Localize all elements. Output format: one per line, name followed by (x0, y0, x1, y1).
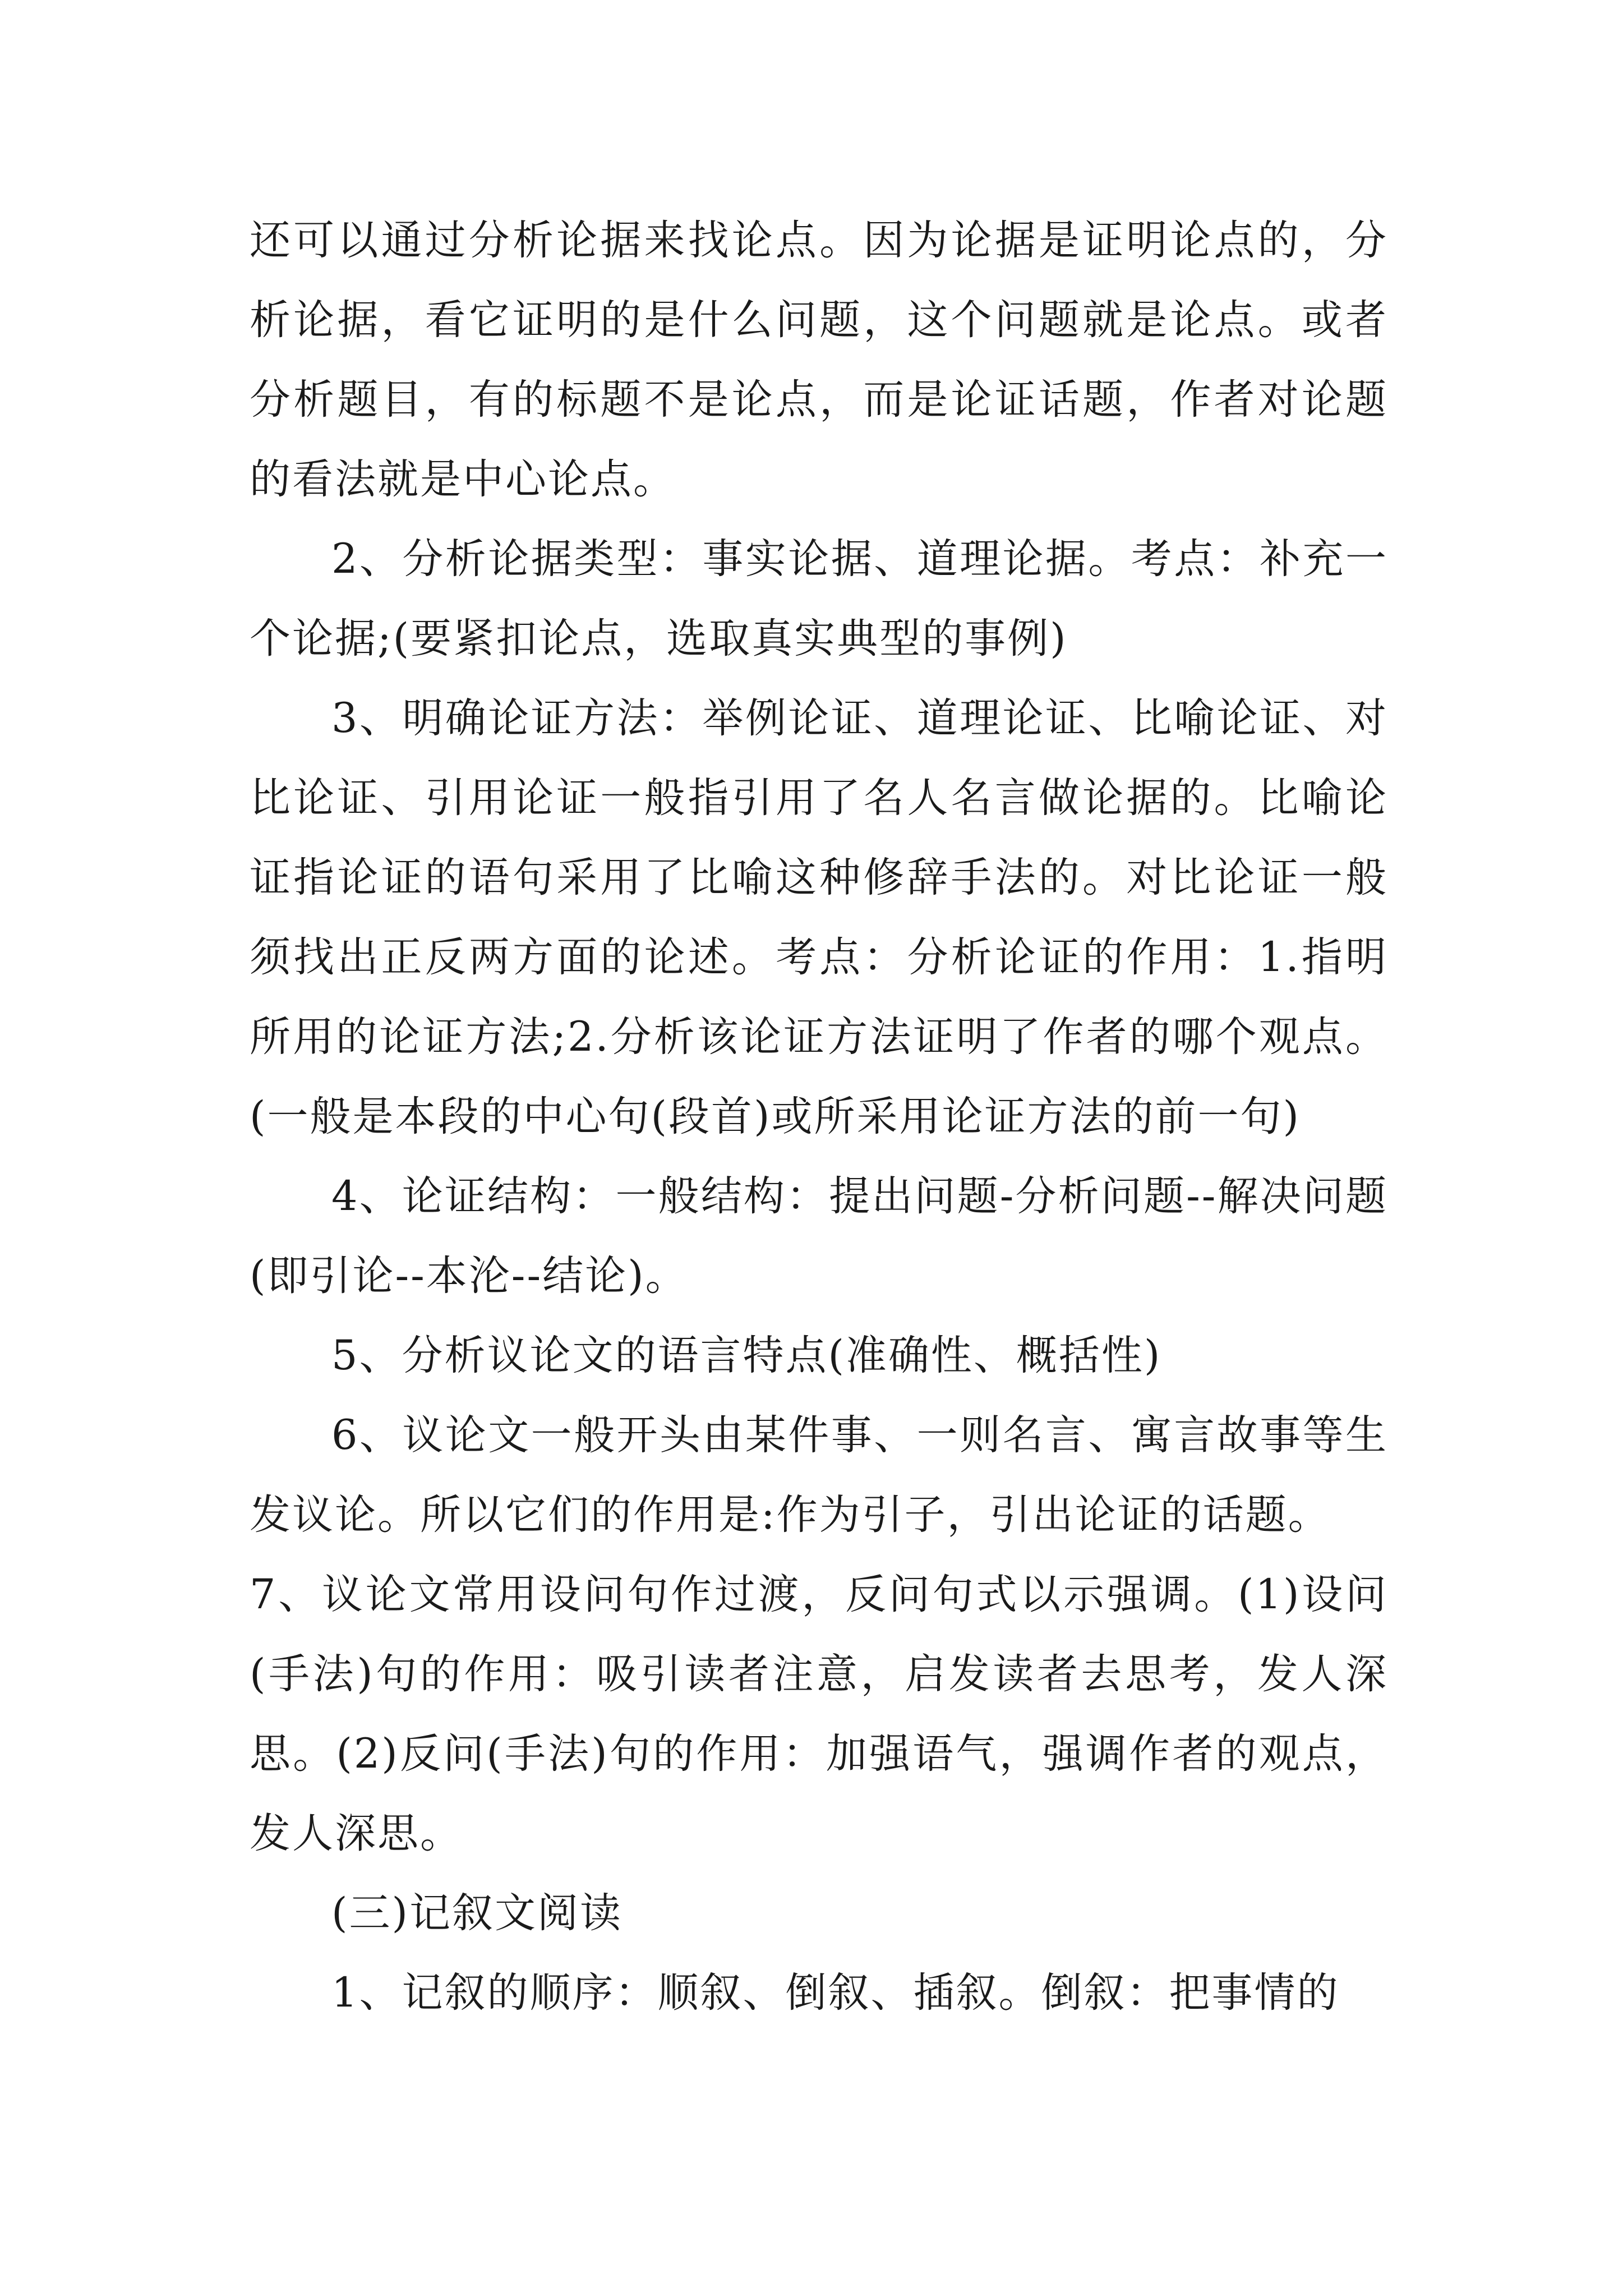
section-heading: (三)记叙文阅读 (331, 1889, 623, 1937)
paragraph-7: 7、议论文常用设问句作过渡，反问句式以示强调。(1)设问(手法)句的作用：吸引读者注意，启发读者去思考，发人深思。(2)反问(手法)句的作用：加强语气，强调作者的观点，发人深思。 (250, 1571, 1388, 1857)
paragraph-8: 1、记叙的顺序：顺叙、倒叙、插叙。倒叙：把事情的 (331, 1969, 1340, 2017)
body-text (250, 201, 1388, 2033)
paragraph-3: 3、明确论证方法：举例论证、道理论证、比喻论证、对比论证、引用论证一般指引用了名人名言做论据的。比喻论证指论证的语句采用了比喻这种修辞手法的。对比论证一般须找出正反两方面的论述。考点：分析论证的作用：1.指明所用的论证方法;2.分析该论证方法证明了作者的哪个观点。(一般是本段的中心句(段首)或所采用论证方法的前一句) (250, 694, 1388, 1140)
paragraph-6: 6、议论文一般开头由某件事、一则名言、寓言故事等生发议论。所以它们的作用是:作为引子，引出论证的话题。 (250, 1411, 1388, 1539)
paragraph-1: 还可以通过分析论据来找论点。因为论据是证明论点的，分析论据，看它证明的是什么问题，这个问题就是论点。或者分析题目，有的标题不是论点，而是论证话题，作者对论题的看法就是中心论点。 (250, 217, 1388, 503)
paragraph-5: 5、分析议论文的语言特点(准确性、概括性) (331, 1332, 1162, 1379)
paragraph-2: 2、分析论据类型：事实论据、道理论据。考点：补充一个论据;(要紧扣论点，选取真实典型的事例) (250, 535, 1388, 662)
paragraph-4: 4、论证结构：一般结构：提出问题-分析问题--解决问题(即引论--本沦--结论)。 (250, 1172, 1388, 1300)
